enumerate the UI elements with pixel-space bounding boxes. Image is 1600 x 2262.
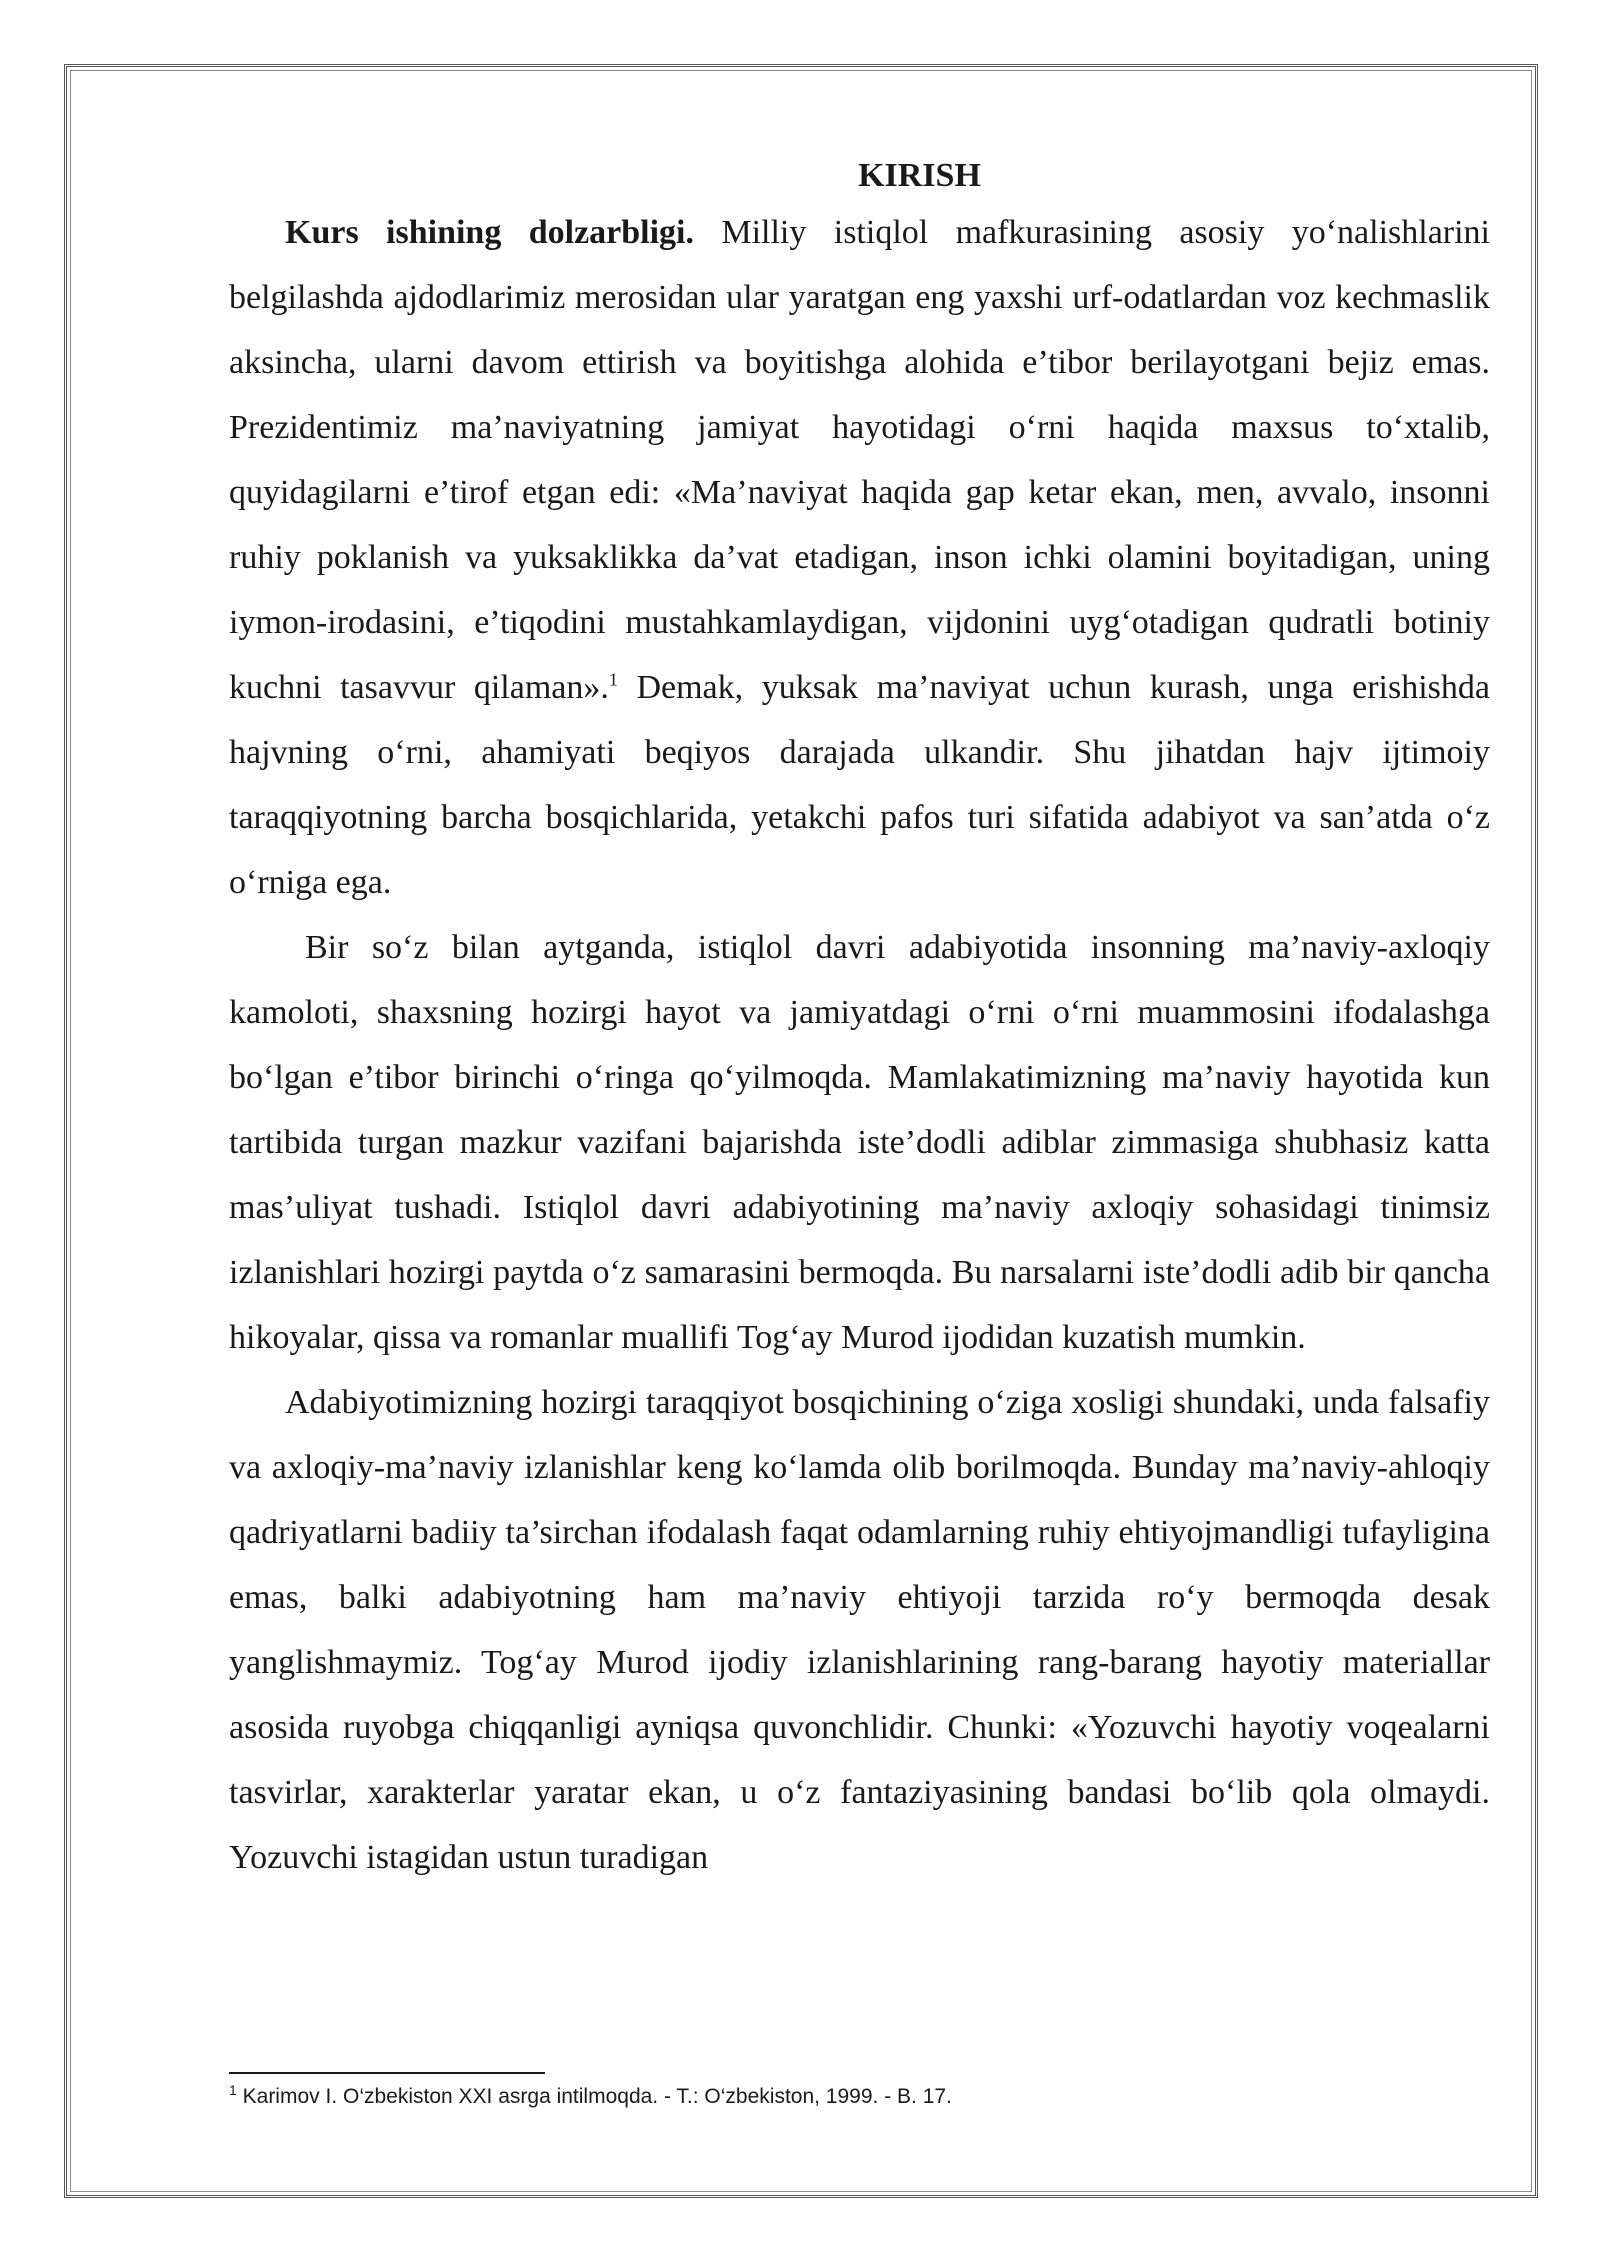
footnote-reference[interactable]: 1 — [608, 669, 618, 690]
paragraph-1-text-b: Demak, yuksak ma’naviyat uchun kurash, unga erishishda hajvning o‘rni, ahamiyati beqiyos darajada ulkandir. Shu jihatdan hajv ijtimoiy taraqqiyotning barcha bosqichlarida, yetakchi pafos turi sifatida adabiyot va san’atda o‘z o‘rniga ega. — [229, 669, 1490, 901]
paragraph-3: Adabiyotimizning hozirgi taraqqiyot bosqichining o‘ziga xosligi shundaki, unda falsafiy va axloqiy-ma’naviy izlanishlar keng ko‘lamda olib borilmoqda. Bunday ma’naviy-ahloqiy qadriyatlarni badiiy ta’sirchan ifodalash faqat odamlarning ruhiy ehtiyojmandligi tufayligina emas, balki adabiyotning ham ma’naviy ehtiyoji tarzida ro‘y bermoqda desak yanglishmaymiz. Tog‘ay Murod ijodiy izlanishlarining rang-barang hayotiy materiallar asosida ruyobga chiqqanligi ayniqsa quvonchlidir. Chunki: «Yozuvchi hayotiy voqealarni tasvirlar, xarakterlar yaratar ekan, u o‘z fantaziyasining bandasi bo‘lib qola olmaydi. Yozuvchi istagidan ustun turadigan — [229, 1384, 1490, 1876]
footnote-text: Karimov I. O‘zbekiston XXI asrga intilmoqda. - T.: O‘zbekiston, 1999. - B. 17. — [236, 2085, 952, 2108]
paragraph-1-text-a: Milliy istiqlol mafkurasining asosiy yo‘nalishlarini belgilashda ajdodlarimiz merosidan ular yaratgan eng yaxshi urf-odatlardan voz kechmaslik aksincha, ularni davom ettirish va boyitishga alohida e’tibor berilayotgani bejiz emas. Prezidentimiz ma’naviyatning jamiyat hayotidagi o‘rni haqida maxsus to‘xtalib, quyidagilarni e’tirof etgan edi: «Ma’naviyat haqida gap ketar ekan, men, avvalo, insonni ruhiy poklanish va yuksaklikka da’vat etadigan, inson ichki olamini boyitadigan, uning iymon-irodasini, e’tiqodini mustahkamlaydigan, vijdonini uyg‘otadigan qudratli botiniy kuchni tasavvur qilaman». — [229, 214, 1490, 706]
footnote — [229, 2082, 952, 2112]
footnote-separator — [229, 2072, 545, 2074]
paragraph-2: Bir so‘z bilan aytganda, istiqlol davri adabiyotida insonning ma’naviy-axloqiy kamoloti, shaxsning hozirgi hayot va jamiyatdagi o‘rni o‘rni muammosini ifodalashga bo‘lgan e’tibor birinchi o‘ringa qo‘yilmoqda. Mamlakatimizning ma’naviy hayotida kun tartibida turgan mazkur vazifani bajarishda iste’dodli adiblar zimmasiga shubhasiz katta mas’uliyat tushadi. Istiqlol davri adabiyotining ma’naviy axloqiy sohasidagi tinimsiz izlanishlari hozirgi paytda o‘z samarasini bermoqda. Bu narsalarni iste’dodli adib bir qancha hikoyalar, qissa va romanlar muallifi Tog‘ay Murod ijodidan kuzatish mumkin. — [229, 929, 1490, 1356]
document-body — [229, 152, 1490, 1890]
section-lead: Kurs ishining dolzarbligi. — [285, 214, 694, 251]
document-title: KIRISH — [858, 157, 981, 194]
paragraph-1 — [229, 200, 1490, 915]
footnote-number: 1 — [229, 2082, 237, 2098]
